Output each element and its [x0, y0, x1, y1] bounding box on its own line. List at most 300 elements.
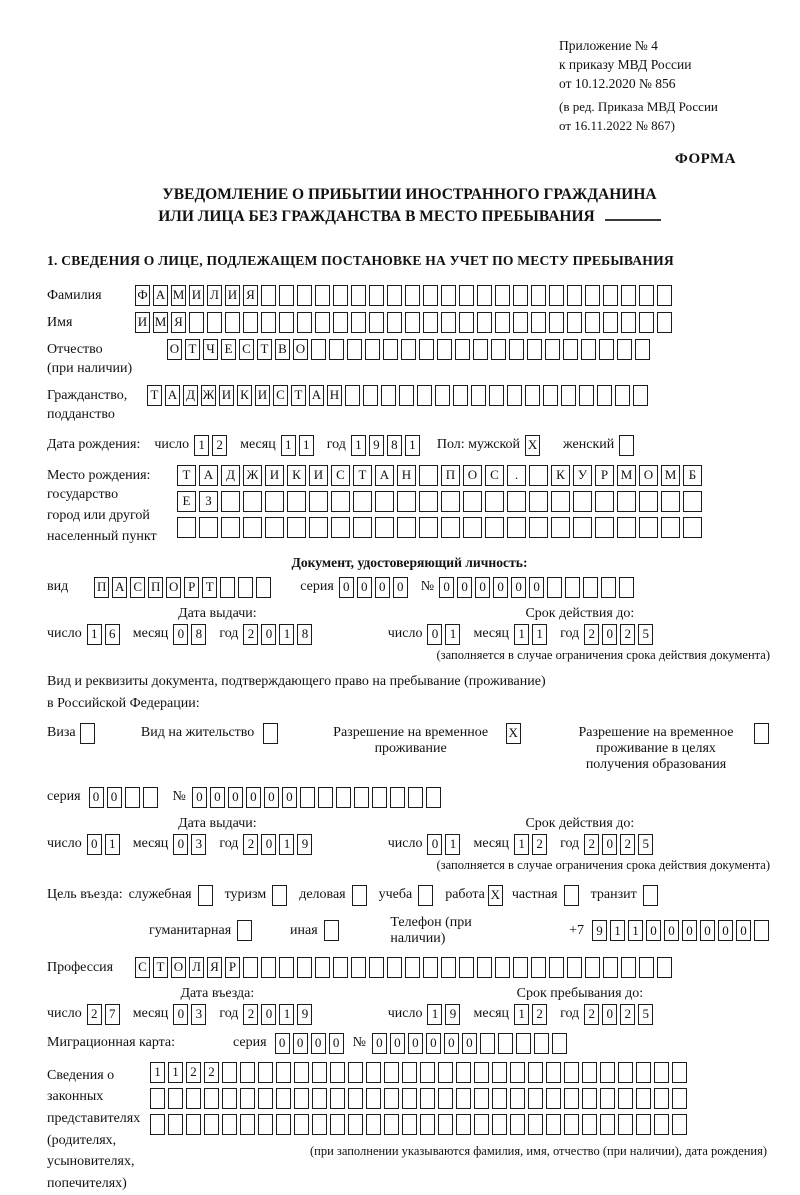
form-cell[interactable]	[351, 957, 366, 978]
form-cell[interactable]	[276, 1114, 291, 1135]
form-cell[interactable]	[551, 491, 570, 512]
form-cell[interactable]	[312, 1088, 327, 1109]
form-cell[interactable]	[207, 312, 222, 333]
form-cell[interactable]: 9	[297, 834, 312, 855]
form-cell[interactable]: Т	[353, 465, 372, 486]
form-cell[interactable]: 8	[297, 624, 312, 645]
form-cell[interactable]	[549, 312, 564, 333]
form-cell[interactable]	[220, 577, 235, 598]
form-cell[interactable]: 1	[427, 1004, 442, 1025]
form-cell[interactable]	[463, 491, 482, 512]
form-cell[interactable]: 9	[297, 1004, 312, 1025]
form-cell[interactable]	[419, 465, 438, 486]
form-cell[interactable]	[333, 312, 348, 333]
form-cell[interactable]	[272, 885, 287, 906]
form-cell[interactable]	[351, 312, 366, 333]
form-cell[interactable]	[455, 339, 470, 360]
form-cell[interactable]	[639, 312, 654, 333]
form-cell[interactable]	[397, 491, 416, 512]
form-cell[interactable]: 0	[357, 577, 372, 598]
form-cell[interactable]	[477, 312, 492, 333]
form-cell[interactable]	[419, 517, 438, 538]
form-cell[interactable]	[618, 1114, 633, 1135]
form-cell[interactable]: 0	[427, 624, 442, 645]
form-cell[interactable]: 1	[532, 624, 547, 645]
form-cell[interactable]	[366, 1062, 381, 1083]
form-cell[interactable]	[375, 517, 394, 538]
form-cell[interactable]	[315, 957, 330, 978]
form-cell[interactable]	[441, 957, 456, 978]
form-cell[interactable]	[567, 312, 582, 333]
form-cell[interactable]	[579, 385, 594, 406]
form-cell[interactable]	[459, 312, 474, 333]
form-cell[interactable]	[258, 1062, 273, 1083]
form-cell[interactable]	[309, 517, 328, 538]
form-cell[interactable]	[333, 285, 348, 306]
form-cell[interactable]: 0	[408, 1033, 423, 1054]
form-cell[interactable]: О	[293, 339, 308, 360]
form-cell[interactable]: О	[171, 957, 186, 978]
form-cell[interactable]: 2	[584, 624, 599, 645]
form-cell[interactable]	[384, 1114, 399, 1135]
form-cell[interactable]: А	[165, 385, 180, 406]
form-cell[interactable]	[513, 312, 528, 333]
form-cell[interactable]: Т	[153, 957, 168, 978]
form-cell[interactable]: Р	[225, 957, 240, 978]
form-cell[interactable]	[375, 491, 394, 512]
form-cell[interactable]	[585, 285, 600, 306]
form-cell[interactable]	[294, 1114, 309, 1135]
form-cell[interactable]: 0	[718, 920, 733, 941]
form-cell[interactable]: 2	[204, 1062, 219, 1083]
form-cell[interactable]	[492, 1062, 507, 1083]
form-cell[interactable]: 0	[173, 1004, 188, 1025]
form-cell[interactable]	[600, 1088, 615, 1109]
form-cell[interactable]	[417, 385, 432, 406]
form-cell[interactable]	[331, 491, 350, 512]
form-cell[interactable]	[531, 957, 546, 978]
form-cell[interactable]: 0	[339, 577, 354, 598]
form-cell[interactable]	[353, 491, 372, 512]
form-cell[interactable]	[221, 517, 240, 538]
form-cell[interactable]: К	[237, 385, 252, 406]
form-cell[interactable]: 2	[584, 1004, 599, 1025]
form-cell[interactable]: И	[219, 385, 234, 406]
form-cell[interactable]	[441, 285, 456, 306]
form-cell[interactable]: 0	[475, 577, 490, 598]
form-cell[interactable]	[582, 1062, 597, 1083]
form-cell[interactable]: О	[166, 577, 181, 598]
form-cell[interactable]: X	[488, 885, 503, 906]
form-cell[interactable]: 1	[514, 1004, 529, 1025]
form-cell[interactable]: 2	[87, 1004, 102, 1025]
form-cell[interactable]	[513, 285, 528, 306]
form-cell[interactable]	[456, 1114, 471, 1135]
form-cell[interactable]	[543, 385, 558, 406]
form-cell[interactable]	[617, 491, 636, 512]
form-cell[interactable]: 0	[329, 1033, 344, 1054]
form-cell[interactable]	[419, 339, 434, 360]
form-cell[interactable]	[635, 339, 650, 360]
form-cell[interactable]: Ч	[203, 339, 218, 360]
form-cell[interactable]: О	[463, 465, 482, 486]
form-cell[interactable]	[507, 491, 526, 512]
form-cell[interactable]	[585, 312, 600, 333]
form-cell[interactable]	[563, 339, 578, 360]
form-cell[interactable]	[363, 385, 378, 406]
form-cell[interactable]	[603, 285, 618, 306]
form-cell[interactable]	[441, 517, 460, 538]
form-cell[interactable]: 0	[462, 1033, 477, 1054]
form-cell[interactable]: 2	[620, 834, 635, 855]
form-cell[interactable]	[546, 1114, 561, 1135]
form-cell[interactable]	[617, 339, 632, 360]
form-cell[interactable]	[531, 285, 546, 306]
form-cell[interactable]	[405, 285, 420, 306]
form-cell[interactable]	[263, 723, 278, 744]
form-cell[interactable]	[661, 491, 680, 512]
form-cell[interactable]: 0	[282, 787, 297, 808]
form-cell[interactable]: 0	[173, 834, 188, 855]
form-cell[interactable]: Е	[177, 491, 196, 512]
form-cell[interactable]	[276, 1088, 291, 1109]
form-cell[interactable]	[369, 312, 384, 333]
form-cell[interactable]: 0	[682, 920, 697, 941]
form-cell[interactable]	[222, 1062, 237, 1083]
form-cell[interactable]: Т	[291, 385, 306, 406]
form-cell[interactable]: М	[617, 465, 636, 486]
form-cell[interactable]: И	[255, 385, 270, 406]
form-cell[interactable]	[369, 285, 384, 306]
form-cell[interactable]	[423, 285, 438, 306]
form-cell[interactable]: 0	[439, 577, 454, 598]
form-cell[interactable]	[402, 1088, 417, 1109]
form-cell[interactable]: 5	[638, 1004, 653, 1025]
form-cell[interactable]: П	[441, 465, 460, 486]
form-cell[interactable]	[405, 312, 420, 333]
form-cell[interactable]: М	[153, 312, 168, 333]
form-cell[interactable]	[312, 1062, 327, 1083]
form-cell[interactable]	[603, 312, 618, 333]
form-cell[interactable]	[546, 1088, 561, 1109]
form-cell[interactable]	[633, 385, 648, 406]
form-cell[interactable]	[507, 517, 526, 538]
form-cell[interactable]: И	[225, 285, 240, 306]
form-cell[interactable]	[600, 1062, 615, 1083]
form-cell[interactable]	[654, 1114, 669, 1135]
form-cell[interactable]: С	[273, 385, 288, 406]
form-cell[interactable]: 0	[444, 1033, 459, 1054]
form-cell[interactable]	[423, 312, 438, 333]
form-cell[interactable]	[324, 920, 339, 941]
form-cell[interactable]: 1	[351, 435, 366, 456]
form-cell[interactable]	[477, 285, 492, 306]
form-cell[interactable]	[453, 385, 468, 406]
form-cell[interactable]	[583, 577, 598, 598]
form-cell[interactable]	[510, 1062, 525, 1083]
form-cell[interactable]: 0	[646, 920, 661, 941]
form-cell[interactable]	[657, 312, 672, 333]
form-cell[interactable]: 5	[638, 624, 653, 645]
form-cell[interactable]	[654, 1088, 669, 1109]
form-cell[interactable]	[351, 285, 366, 306]
form-cell[interactable]: С	[485, 465, 504, 486]
form-cell[interactable]: 0	[375, 577, 390, 598]
form-cell[interactable]	[125, 787, 140, 808]
form-cell[interactable]	[318, 787, 333, 808]
form-cell[interactable]: 0	[261, 834, 276, 855]
form-cell[interactable]: Д	[183, 385, 198, 406]
form-cell[interactable]: Н	[327, 385, 342, 406]
form-cell[interactable]	[477, 957, 492, 978]
form-cell[interactable]	[552, 1033, 567, 1054]
form-cell[interactable]: О	[167, 339, 182, 360]
form-cell[interactable]: В	[275, 339, 290, 360]
form-cell[interactable]	[561, 385, 576, 406]
form-cell[interactable]: 1	[281, 435, 296, 456]
form-cell[interactable]	[516, 1033, 531, 1054]
form-cell[interactable]: 0	[602, 624, 617, 645]
form-cell[interactable]	[545, 339, 560, 360]
form-cell[interactable]	[309, 491, 328, 512]
form-cell[interactable]: 1	[445, 624, 460, 645]
form-cell[interactable]	[438, 1114, 453, 1135]
form-cell[interactable]	[621, 285, 636, 306]
form-cell[interactable]: 0	[173, 624, 188, 645]
form-cell[interactable]: Я	[207, 957, 222, 978]
form-cell[interactable]	[672, 1088, 687, 1109]
form-cell[interactable]: 0	[511, 577, 526, 598]
form-cell[interactable]: X	[506, 723, 521, 744]
form-cell[interactable]	[402, 1062, 417, 1083]
form-cell[interactable]: 5	[638, 834, 653, 855]
form-cell[interactable]	[168, 1114, 183, 1135]
form-cell[interactable]	[418, 885, 433, 906]
form-cell[interactable]	[567, 957, 582, 978]
form-cell[interactable]	[525, 385, 540, 406]
form-cell[interactable]: А	[199, 465, 218, 486]
form-cell[interactable]	[619, 435, 634, 456]
form-cell[interactable]	[312, 1114, 327, 1135]
form-cell[interactable]	[221, 491, 240, 512]
form-cell[interactable]: А	[112, 577, 127, 598]
form-cell[interactable]	[661, 517, 680, 538]
form-cell[interactable]: 2	[186, 1062, 201, 1083]
form-cell[interactable]: 1	[279, 834, 294, 855]
form-cell[interactable]	[600, 1114, 615, 1135]
form-cell[interactable]	[150, 1088, 165, 1109]
form-cell[interactable]: 0	[457, 577, 472, 598]
form-cell[interactable]	[366, 1114, 381, 1135]
form-cell[interactable]	[474, 1088, 489, 1109]
form-cell[interactable]	[347, 339, 362, 360]
form-cell[interactable]: 1	[279, 624, 294, 645]
form-cell[interactable]	[384, 1062, 399, 1083]
form-cell[interactable]	[547, 577, 562, 598]
form-cell[interactable]	[510, 1088, 525, 1109]
form-cell[interactable]	[601, 577, 616, 598]
form-cell[interactable]: 0	[87, 834, 102, 855]
form-cell[interactable]	[143, 787, 158, 808]
form-cell[interactable]	[597, 385, 612, 406]
form-cell[interactable]: Р	[595, 465, 614, 486]
form-cell[interactable]: 8	[387, 435, 402, 456]
form-cell[interactable]: Ж	[201, 385, 216, 406]
form-cell[interactable]	[405, 957, 420, 978]
form-cell[interactable]	[261, 957, 276, 978]
form-cell[interactable]	[258, 1114, 273, 1135]
form-cell[interactable]	[495, 312, 510, 333]
form-cell[interactable]	[222, 1114, 237, 1135]
form-cell[interactable]: У	[573, 465, 592, 486]
form-cell[interactable]	[582, 1114, 597, 1135]
form-cell[interactable]: 0	[107, 787, 122, 808]
form-cell[interactable]	[168, 1088, 183, 1109]
form-cell[interactable]	[489, 385, 504, 406]
form-cell[interactable]: П	[94, 577, 109, 598]
form-cell[interactable]	[672, 1114, 687, 1135]
form-cell[interactable]: 7	[105, 1004, 120, 1025]
form-cell[interactable]	[495, 957, 510, 978]
form-cell[interactable]	[402, 1114, 417, 1135]
form-cell[interactable]	[509, 339, 524, 360]
form-cell[interactable]	[348, 1114, 363, 1135]
form-cell[interactable]: 2	[532, 834, 547, 855]
form-cell[interactable]	[573, 517, 592, 538]
form-cell[interactable]: К	[551, 465, 570, 486]
form-cell[interactable]: 2	[243, 1004, 258, 1025]
form-cell[interactable]	[657, 957, 672, 978]
form-cell[interactable]	[564, 1088, 579, 1109]
form-cell[interactable]	[498, 1033, 513, 1054]
form-cell[interactable]	[582, 1088, 597, 1109]
form-cell[interactable]: 8	[191, 624, 206, 645]
form-cell[interactable]: 1	[514, 834, 529, 855]
form-cell[interactable]	[315, 312, 330, 333]
form-cell[interactable]	[617, 517, 636, 538]
form-cell[interactable]: Т	[177, 465, 196, 486]
form-cell[interactable]	[366, 1088, 381, 1109]
form-cell[interactable]	[399, 385, 414, 406]
form-cell[interactable]: Я	[171, 312, 186, 333]
form-cell[interactable]	[546, 1062, 561, 1083]
form-cell[interactable]	[336, 787, 351, 808]
form-cell[interactable]	[441, 491, 460, 512]
form-cell[interactable]	[297, 285, 312, 306]
form-cell[interactable]: П	[148, 577, 163, 598]
form-cell[interactable]: 0	[427, 834, 442, 855]
form-cell[interactable]	[573, 491, 592, 512]
form-cell[interactable]	[261, 285, 276, 306]
form-cell[interactable]: З	[199, 491, 218, 512]
form-cell[interactable]: Б	[683, 465, 702, 486]
form-cell[interactable]: 0	[372, 1033, 387, 1054]
form-cell[interactable]: Я	[243, 285, 258, 306]
form-cell[interactable]	[222, 1088, 237, 1109]
form-cell[interactable]	[474, 1062, 489, 1083]
form-cell[interactable]: Ж	[243, 465, 262, 486]
form-cell[interactable]	[599, 339, 614, 360]
form-cell[interactable]	[510, 1114, 525, 1135]
form-cell[interactable]	[459, 957, 474, 978]
form-cell[interactable]	[80, 723, 95, 744]
form-cell[interactable]	[485, 491, 504, 512]
form-cell[interactable]	[387, 957, 402, 978]
form-cell[interactable]	[387, 285, 402, 306]
form-cell[interactable]	[225, 312, 240, 333]
form-cell[interactable]: 1	[445, 834, 460, 855]
form-cell[interactable]	[495, 285, 510, 306]
form-cell[interactable]	[240, 1062, 255, 1083]
form-cell[interactable]	[491, 339, 506, 360]
form-cell[interactable]: 0	[602, 1004, 617, 1025]
form-cell[interactable]	[485, 517, 504, 538]
form-cell[interactable]: Т	[147, 385, 162, 406]
form-cell[interactable]: 0	[228, 787, 243, 808]
form-cell[interactable]	[189, 312, 204, 333]
form-cell[interactable]: 3	[191, 834, 206, 855]
form-cell[interactable]	[480, 1033, 495, 1054]
form-cell[interactable]	[372, 787, 387, 808]
form-cell[interactable]: 0	[293, 1033, 308, 1054]
form-cell[interactable]	[639, 957, 654, 978]
form-cell[interactable]: 2	[584, 834, 599, 855]
form-cell[interactable]	[528, 1088, 543, 1109]
form-cell[interactable]: 0	[393, 577, 408, 598]
form-cell[interactable]	[420, 1088, 435, 1109]
form-cell[interactable]: И	[265, 465, 284, 486]
form-cell[interactable]	[564, 1062, 579, 1083]
form-cell[interactable]: 0	[210, 787, 225, 808]
form-cell[interactable]	[238, 577, 253, 598]
form-cell[interactable]	[243, 491, 262, 512]
form-cell[interactable]: С	[135, 957, 150, 978]
form-cell[interactable]	[333, 957, 348, 978]
form-cell[interactable]	[615, 385, 630, 406]
form-cell[interactable]: 0	[736, 920, 751, 941]
form-cell[interactable]	[279, 285, 294, 306]
form-cell[interactable]	[297, 312, 312, 333]
form-cell[interactable]	[657, 285, 672, 306]
form-cell[interactable]	[618, 1062, 633, 1083]
form-cell[interactable]	[311, 339, 326, 360]
form-cell[interactable]	[354, 787, 369, 808]
form-cell[interactable]	[419, 491, 438, 512]
form-cell[interactable]	[330, 1062, 345, 1083]
form-cell[interactable]: 2	[620, 624, 635, 645]
form-cell[interactable]	[423, 957, 438, 978]
form-cell[interactable]: 0	[529, 577, 544, 598]
form-cell[interactable]	[383, 339, 398, 360]
form-cell[interactable]	[513, 957, 528, 978]
form-cell[interactable]: Л	[207, 285, 222, 306]
form-cell[interactable]	[603, 957, 618, 978]
form-cell[interactable]: 0	[261, 624, 276, 645]
form-cell[interactable]	[471, 385, 486, 406]
form-cell[interactable]: Т	[257, 339, 272, 360]
form-cell[interactable]	[636, 1062, 651, 1083]
form-cell[interactable]: 9	[592, 920, 607, 941]
form-cell[interactable]	[265, 517, 284, 538]
form-cell[interactable]: М	[661, 465, 680, 486]
form-cell[interactable]: 0	[493, 577, 508, 598]
form-cell[interactable]	[435, 385, 450, 406]
form-cell[interactable]: О	[639, 465, 658, 486]
form-cell[interactable]	[384, 1088, 399, 1109]
form-cell[interactable]	[150, 1114, 165, 1135]
form-cell[interactable]	[529, 517, 548, 538]
form-cell[interactable]	[240, 1088, 255, 1109]
